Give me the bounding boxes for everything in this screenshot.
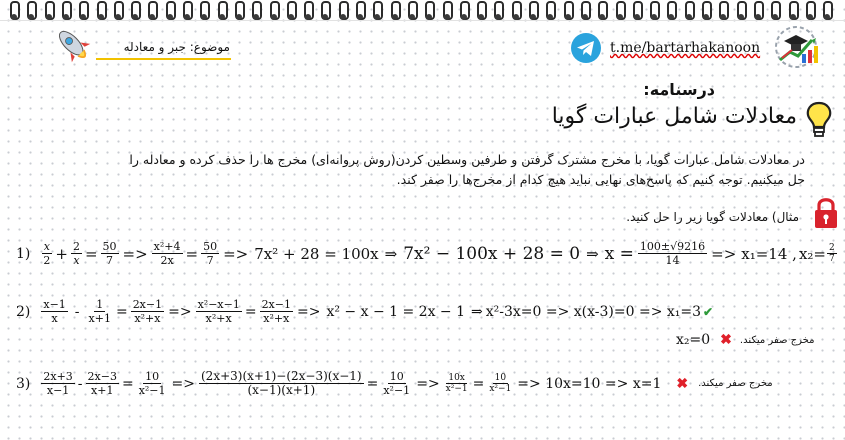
- equation-number: 2): [16, 303, 31, 320]
- example-title: مثال) معادلات گویا زیر را حل کنید.: [626, 210, 799, 224]
- lesson-intro: در معادلات شامل عبارات گویا، با مخرج مشترک گرفتن و طرفین وسطین کردن(روش پروانه‌ای) مخرج ها را حذف کرده و معادله را حل میکنیم. توجه کنیم که پاسخ‌های نهایی نباید هیچ کدام از مخرج‌ها را صفر کند.: [129, 152, 805, 187]
- check-icon: ✔: [703, 304, 714, 319]
- equation-2: [16, 298, 713, 325]
- fraction: $\frac{x-1}{x}$: [43, 298, 66, 325]
- rejection-note: مخرج صفر میکند.: [739, 334, 815, 346]
- equation-1: [16, 240, 838, 267]
- fraction: $\frac{10}{\text{x²−1}}$: [489, 373, 512, 394]
- implies: =>: [416, 375, 440, 392]
- fraction: $\frac{2x-3}{x+1}$: [87, 370, 117, 397]
- fraction: $\frac{1}{x+1}$: [88, 298, 111, 325]
- equation-3: [16, 370, 773, 397]
- step: => 10x=10 => x=1: [517, 375, 662, 392]
- implies: =>: [223, 244, 249, 263]
- implies: =>: [711, 244, 737, 263]
- fraction: $\frac{2}{x}$: [72, 240, 80, 267]
- rocket-icon: [52, 24, 96, 68]
- telegram-link[interactable]: t.me/bartarhakanoon: [610, 40, 761, 56]
- fraction: $\frac{(2x+3)(x+1)-(2x-3)(x-1)}{(x-1)(x+1)}$: [201, 369, 362, 397]
- arrow: ⇒: [471, 303, 483, 320]
- operator: =: [366, 375, 379, 392]
- operator: =: [121, 375, 134, 392]
- fraction: $\frac{\text{x²+4}}{2x}$: [153, 240, 181, 267]
- spiral-binding: [0, 0, 845, 22]
- operator: -: [77, 375, 83, 392]
- answer: x₁=14 ,: [741, 244, 797, 263]
- fraction: $\frac{10x}{\text{x²−1}}$: [445, 373, 468, 394]
- operator: =: [84, 244, 98, 263]
- fraction: $\frac{x}{2}$: [43, 240, 51, 267]
- cross-icon: ✖: [676, 375, 689, 392]
- operator: =: [185, 244, 199, 263]
- fraction: $\frac{100\pm√9216}{14}$: [639, 240, 706, 267]
- fraction: $\frac{\text{x²−x−1}}{\text{x²+x}}$: [197, 298, 240, 325]
- fraction: $\frac{2x+3}{x-1}$: [43, 370, 73, 397]
- answer: x₂=: [798, 244, 826, 263]
- arrow: ⇒: [586, 244, 599, 263]
- implies: =>: [122, 244, 148, 263]
- operator: =: [472, 375, 485, 392]
- step: x =: [604, 243, 634, 264]
- cross-icon: ✖: [720, 332, 732, 348]
- operator: +: [55, 244, 68, 263]
- operator: -: [74, 303, 80, 320]
- fraction: $\frac{2}{7}$: [828, 243, 835, 264]
- top-rule: [0, 20, 845, 21]
- fraction: $\frac{50}{7}$: [203, 240, 218, 267]
- step: x² − x − 1 = 2x − 1: [326, 303, 465, 320]
- step: 7x² − 100x + 28 = 0: [403, 243, 581, 264]
- rejection-note: مخرج صفر میکند.: [698, 378, 773, 389]
- lesson-label: درسنامه:: [643, 80, 715, 99]
- implies: =>: [171, 375, 195, 392]
- fraction: $\frac{50}{7}$: [102, 240, 117, 267]
- topic-label: موضوع: جبر و معادله: [123, 40, 230, 54]
- fraction: $\frac{10}{\text{x²−1}}$: [138, 370, 166, 397]
- implies: =>: [168, 303, 192, 320]
- operator: =: [115, 303, 128, 320]
- fraction: $\frac{2x-1}{\text{x²+x}}$: [132, 298, 163, 325]
- equation-number: 3): [16, 375, 31, 392]
- answer: x₂=0: [676, 332, 711, 348]
- equation-number: 1): [16, 245, 31, 262]
- step: 7x² + 28 = 100x: [254, 244, 379, 263]
- implies: =>: [296, 303, 321, 320]
- operator: =: [244, 303, 257, 320]
- lock-icon: [813, 196, 839, 230]
- arrow: ⇒: [384, 244, 398, 263]
- eq2-second-root: [676, 332, 814, 348]
- fraction: $\frac{10}{\text{x²−1}}$: [383, 370, 411, 397]
- fraction: $\frac{2x-1}{\text{x²+x}}$: [261, 298, 291, 325]
- lesson-title: معادلات شامل عبارات گویا: [551, 104, 797, 129]
- telegram-icon: [570, 32, 602, 64]
- step: x²-3x=0 => x(x-3)=0 => x₁=3: [485, 303, 702, 320]
- logo-icon: [772, 24, 824, 70]
- lightbulb-icon: [804, 100, 834, 140]
- topic-underline: [96, 58, 231, 60]
